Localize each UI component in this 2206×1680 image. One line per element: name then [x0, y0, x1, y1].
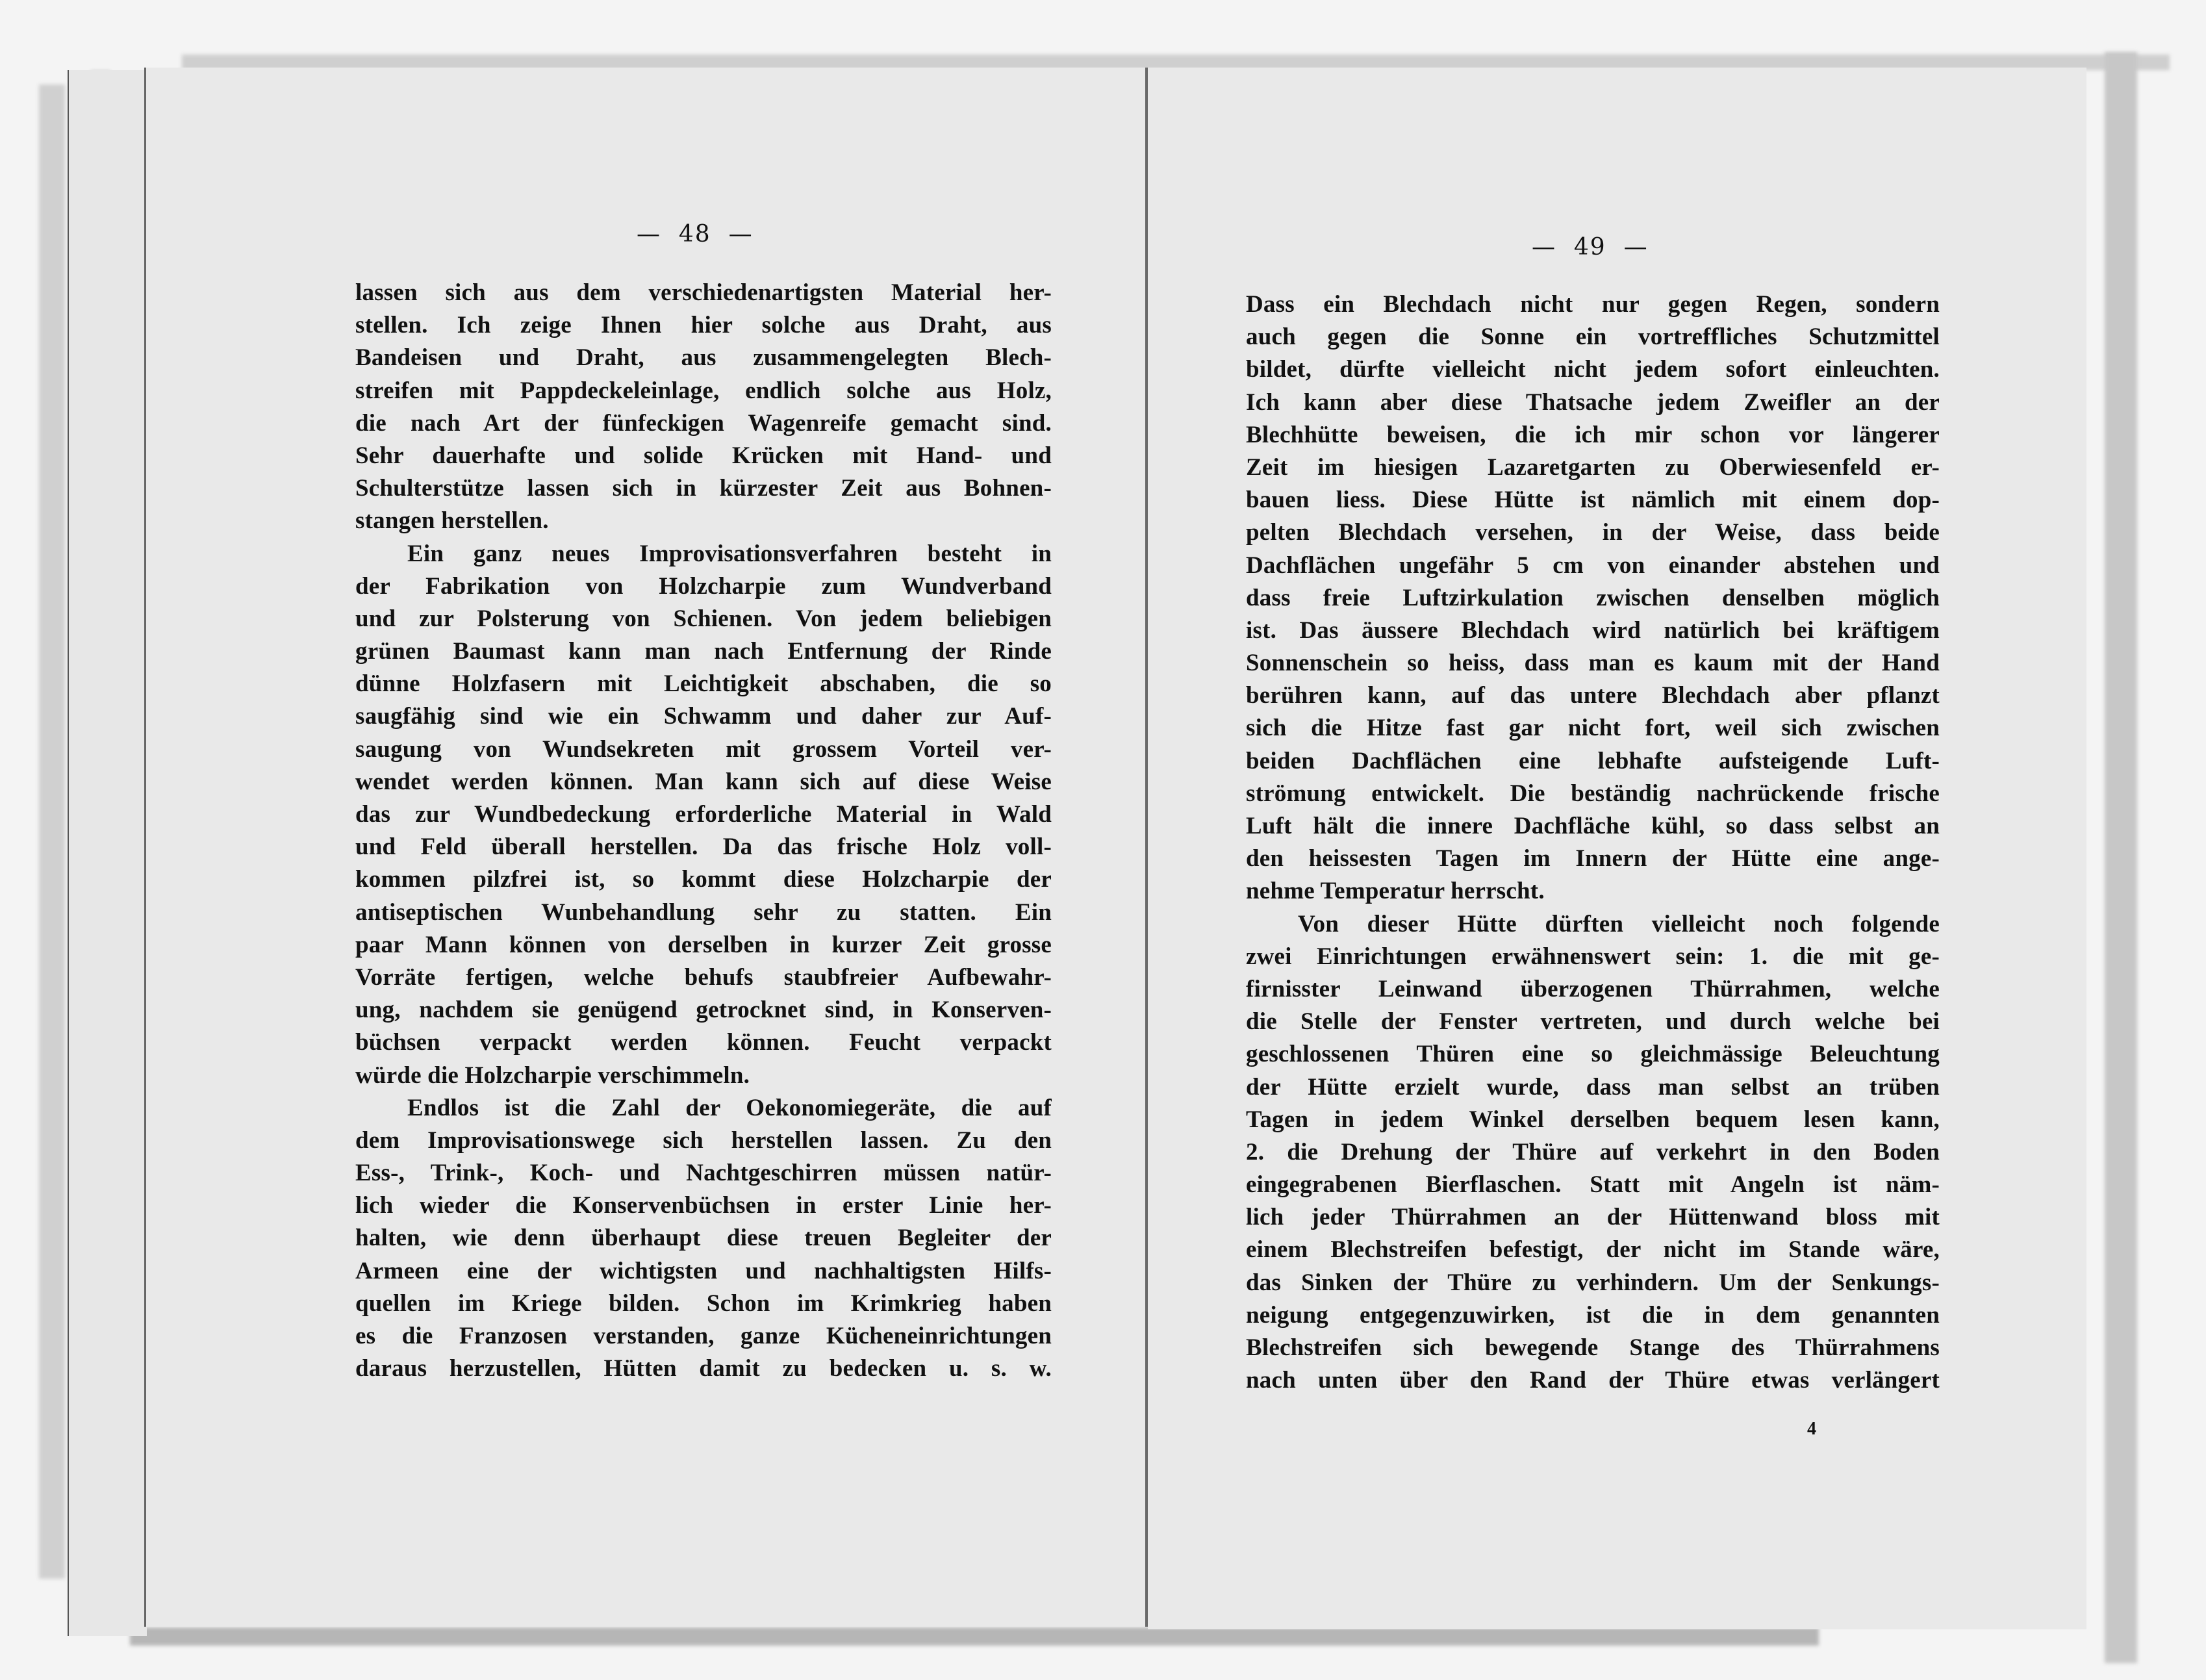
page-stack-left-shadow — [39, 84, 65, 1579]
text-line: kommen pilzfrei ist, so kommt diese Holzcharpie der — [355, 866, 1052, 893]
text-line: Vorräte fertigen, welche behufs staubfreier Aufbewahr- — [355, 963, 1052, 991]
text-line: dünne Holzfasern mit Leichtigkeit abschaben, die so — [355, 670, 1052, 698]
page-number-left: — 48 — — [637, 221, 754, 248]
text-line: 2. die Drehung der Thüre auf verkehrt in den Boden — [1246, 1138, 1940, 1165]
page-stack-right-edge — [2105, 52, 2137, 1663]
left-page-body-text — [355, 277, 1052, 1385]
text-line: dem Improvisationswege sich herstellen lassen. Zu den — [355, 1126, 1052, 1154]
text-line: ist. Das äussere Blechdach wird natürlich bei kräftigem — [1246, 617, 1940, 644]
right-page — [1148, 68, 2086, 1629]
text-line: geschlossenen Thüren eine so gleichmässige Beleuchtung — [1246, 1041, 1940, 1068]
text-line: Sehr dauerhafte und solide Krücken mit Hand- und — [355, 442, 1052, 469]
text-line: saugung von Wundsekreten mit grossem Vorteil ver- — [355, 735, 1052, 763]
text-line: berühren kann, auf das untere Blechdach aber pflanzt — [1246, 682, 1940, 709]
text-line: Zeit im hiesigen Lazaretgarten zu Oberwiesenfeld er- — [1246, 453, 1940, 481]
text-line: Ess-, Trink-, Koch- und Nachtgeschirren müssen natür- — [355, 1160, 1052, 1187]
text-line: Armeen eine der wichtigsten und nachhaltigsten Hilfs- — [355, 1257, 1052, 1284]
text-line: Schulterstütze lassen sich in kürzester Zeit aus Bohnen- — [355, 475, 1052, 502]
text-line: daraus herzustellen, Hütten damit zu bedecken u. s. w. — [355, 1355, 1052, 1382]
underlying-page — [68, 70, 147, 1636]
text-line: Dachflächen ungefähr 5 cm von einander abstehen und — [1246, 552, 1940, 579]
text-line: sich die Hitze fast gar nicht fort, weil sich zwischen — [1246, 715, 1940, 742]
text-line: halten, wie denn überhaupt diese treuen Begleiter der — [355, 1225, 1052, 1252]
text-line: stellen. Ich zeige Ihnen hier solche aus Draht, aus — [355, 312, 1052, 339]
text-line: grünen Baumast kann man nach Entfernung der Rinde — [355, 638, 1052, 665]
text-line: beiden Dachflächen eine lebhafte aufsteigende Luft- — [1246, 747, 1940, 774]
text-line: bauen liess. Diese Hütte ist nämlich mit einem dop- — [1246, 487, 1940, 514]
text-line: es die Franzosen verstanden, ganze Kücheneinrichtungen — [355, 1323, 1052, 1349]
text-line: und Feld überall herstellen. Da das frische Holz voll- — [355, 834, 1052, 861]
text-line: zwei Einrichtungen erwähnenswert sein: 1. die mit ge- — [1246, 943, 1940, 970]
text-line: und zur Polsterung von Schienen. Von jedem beliebigen — [355, 605, 1052, 632]
text-line: quellen im Kriege bilden. Schon im Krimkrieg haben — [355, 1290, 1052, 1317]
text-line: den heissesten Tagen im Innern der Hütte eine ange- — [1246, 845, 1940, 872]
page-number-right: — 49 — — [1532, 234, 1649, 261]
text-line: büchsen verpackt werden können. Feucht verpackt — [355, 1029, 1052, 1056]
text-line: paar Mann können von derselben in kurzer Zeit grosse — [355, 931, 1052, 958]
text-line: nach unten über den Rand der Thüre etwas verlängert — [1246, 1367, 1940, 1394]
text-line: lassen sich aus dem verschiedenartigsten Material her- — [355, 279, 1052, 306]
text-line: dass freie Luftzirkulation zwischen denselben möglich — [1246, 584, 1940, 611]
text-line: die Stelle der Fenster vertreten, und durch welche bei — [1246, 1008, 1940, 1036]
page-stack-bottom-edge — [130, 1627, 1819, 1646]
text-line: Blechstreifen sich bewegende Stange des Thürrahmens — [1246, 1334, 1940, 1361]
text-line: lich jeder Thürrahmen an der Hüttenwand bloss mit — [1246, 1204, 1940, 1231]
text-line: bildet, dürfte vielleicht nicht jedem sofort einleuchten. — [1246, 356, 1940, 383]
text-line: Blechhütte beweisen, die ich mir schon vor längerer — [1246, 421, 1940, 448]
text-line: der Hütte erzielt wurde, dass man selbst an trüben — [1246, 1073, 1940, 1101]
text-line: pelten Blechdach versehen, in der Weise, dass beide — [1246, 519, 1940, 546]
text-line: das zur Wundbedeckung erforderliche Material in Wald — [355, 801, 1052, 828]
text-line: der Fabrikation von Holzcharpie zum Wundverband — [355, 572, 1052, 600]
text-line: ung, nachdem sie genügend getrocknet sind, in Konserven- — [355, 997, 1052, 1024]
text-line: das Sinken der Thüre zu verhindern. Um der Senkungs- — [1246, 1269, 1940, 1296]
text-line: würde die Holzcharpie verschimmeln. — [355, 1062, 750, 1089]
signature-mark: 4 — [1807, 1419, 1816, 1439]
text-line: nehme Temperatur herrscht. — [1246, 878, 1545, 905]
text-line: firnisster Leinwand überzogenen Thürrahmen, welche — [1246, 975, 1940, 1002]
text-line: Sonnenschein so heiss, dass man es kaum mit der Hand — [1246, 650, 1940, 677]
text-line: Bandeisen und Draht, aus zusammengelegten Blech- — [355, 344, 1052, 372]
text-line: Tagen in jedem Winkel derselben bequem lesen kann, — [1246, 1106, 1940, 1133]
text-line: strömung entwickelt. Die beständig nachrückende frische — [1246, 780, 1940, 807]
text-line: wendet werden können. Man kann sich auf diese Weise — [355, 768, 1052, 795]
text-line: einem Blechstreifen befestigt, der nicht im Stande wäre, — [1246, 1236, 1940, 1264]
text-line: stangen herstellen. — [355, 507, 549, 535]
text-line: die nach Art der fünfeckigen Wagenreife gemacht sind. — [355, 409, 1052, 437]
text-line: Endlos ist die Zahl der Oekonomiegeräte, die auf — [407, 1094, 1052, 1121]
text-line: saugfähig sind wie ein Schwamm und daher zur Auf- — [355, 703, 1052, 730]
text-line: Luft hält die innere Dachfläche kühl, so dass selbst an — [1246, 813, 1940, 839]
text-line: Ich kann aber diese Thatsache jedem Zweifler an der — [1246, 388, 1940, 416]
text-line: streifen mit Pappdeckeleinlage, endlich solche aus Holz, — [355, 377, 1052, 404]
text-line: auch gegen die Sonne ein vortreffliches Schutzmittel — [1246, 324, 1940, 351]
text-line: eingegrabenen Bierflaschen. Statt mit Angeln ist näm- — [1246, 1171, 1940, 1199]
left-page — [144, 68, 1148, 1627]
text-line: Ein ganz neues Improvisationsverfahren besteht in — [407, 540, 1052, 567]
text-line: neigung entgegenzuwirken, ist die in dem genannten — [1246, 1301, 1940, 1329]
text-line: Dass ein Blechdach nicht nur gegen Regen, sondern — [1246, 291, 1940, 318]
right-page-body-text — [1246, 288, 1940, 1397]
text-line: antiseptischen Wunbehandlung sehr zu statten. Ein — [355, 898, 1052, 926]
text-line: lich wieder die Konservenbüchsen in erster Linie her- — [355, 1192, 1052, 1219]
text-line: Von dieser Hütte dürften vielleicht noch folgende — [1298, 910, 1940, 937]
